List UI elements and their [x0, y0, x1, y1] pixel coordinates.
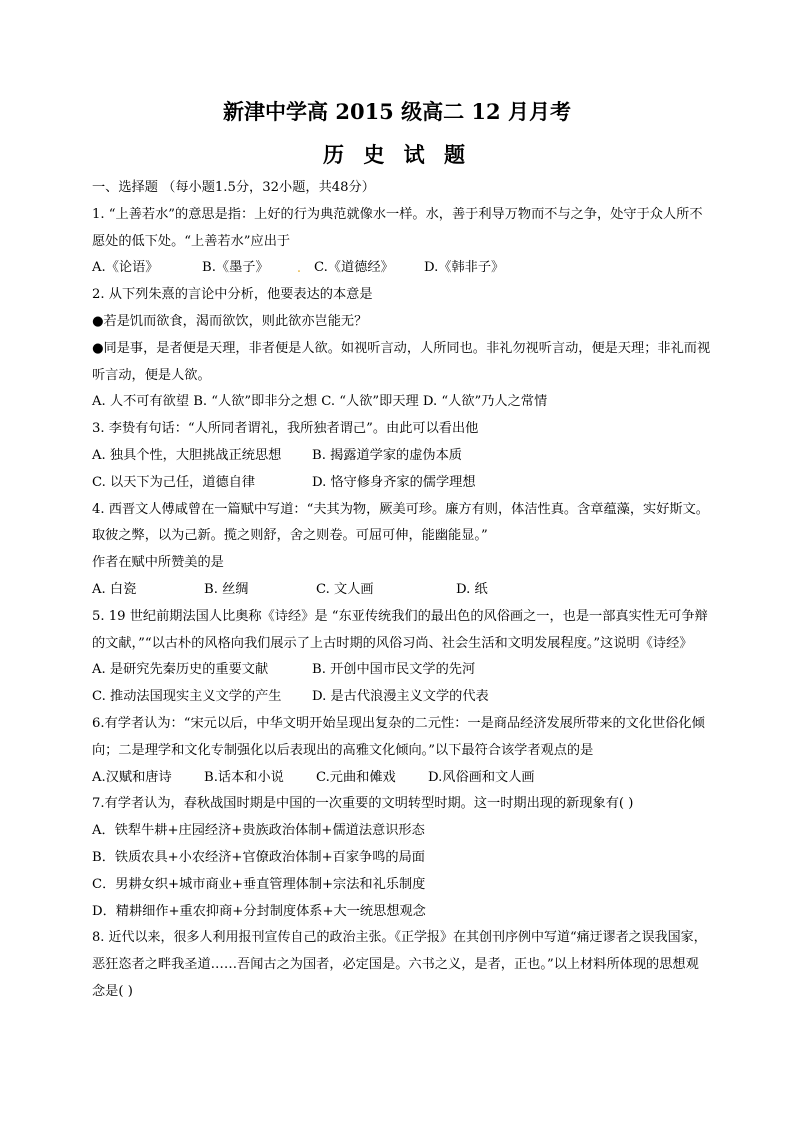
option-a: A．铁犁牛耕+庄园经济+贵族政治体制+儒道法意识形态 [92, 823, 425, 839]
question-4 [92, 497, 712, 604]
question-stem-line: 6.有学者认为：“宋元以后，中华文明开始呈现出复杂的二元性：一是商品经济发展所带来的文化世俗化倾 [92, 715, 705, 731]
option-a: A.汉赋和唐诗 [92, 769, 172, 785]
option-row [92, 255, 712, 282]
question-3 [92, 416, 712, 496]
option-row: A. 人不可有欲望 B. “人欲”即非分之想 C. “人欲”即天理 D. “人欲”乃人之常情 [92, 394, 548, 410]
option-d: D.《韩非子》 [424, 260, 505, 276]
option-d: D.风俗画和文人画 [428, 769, 535, 785]
question-8 [92, 925, 712, 1005]
exam-body [92, 175, 712, 1006]
question-stem-line: 4. 西晋文人傅咸曾在一篇赋中写道：“夫其为物，厥美可珍。廉方有则，体洁性真。含章蕴藻，实好斯文。 [92, 501, 709, 517]
option-row [92, 657, 712, 684]
option-d: D. 是古代浪漫主义文学的代表 [312, 689, 489, 705]
question-5 [92, 604, 712, 711]
option-a: A. 是研究先秦历史的重要文献 [92, 662, 269, 678]
option-d: D. 纸 [456, 581, 488, 597]
stray-mark-icon: . [296, 260, 302, 277]
question-stem-line: 8. 近代以来，很多人利用报刊宣传自己的政治主张。《正学报》在其创刊序例中写道“痛迂谬者之误我国家， [92, 930, 707, 946]
question-stem-line: 5. 19 世纪前期法国人比奥称《诗经》是 “东亚传统我们的最出色的风俗画之一，也是一部真实性无可争辩 [92, 608, 708, 624]
exam-subtitle: 历 史 试 题 [323, 142, 471, 167]
question-stem-line: 7.有学者认为，春秋战国时期是中国的一次重要的文明转型时期。这一时期出现的新现象有( ) [92, 796, 634, 812]
question-stem-line: 的文献，”“以古朴的风格向我们展示了上古时期的风俗习尚、社会生活和文明发展程度。”这说明《诗经》 [92, 635, 693, 651]
option-b: B.《墨子》 [202, 260, 269, 276]
option-c: C. 文人画 [316, 581, 374, 597]
question-stem-line: 向；二是理学和文化专制强化以后表现出的高雅文化倾向。”以下最符合该学者观点的是 [92, 742, 594, 758]
question-stem-line: 3. 李贽有句话：“人所同者谓礼，我所独者谓己”。由此可以看出他 [92, 421, 479, 437]
question-7 [92, 791, 712, 925]
option-a: A. 白瓷 [92, 581, 137, 597]
option-c: C.《道德经》 [314, 260, 394, 276]
question-stem-line: 2. 从下列朱熹的言论中分析，他要表达的本意是 [92, 287, 373, 303]
question-stem-line: 恶狂恣者之畔我圣道……吾闻古之为国者，必定国是。六书之义，是者，正也。”以上材料所体现的思想观 [92, 957, 699, 973]
option-c: C. 以天下为己任，道德自律 [92, 474, 256, 490]
option-row [92, 443, 712, 470]
option-b: B. 丝绸 [204, 581, 249, 597]
option-b: B. 揭露道学家的虚伪本质 [312, 447, 462, 463]
option-c: C．男耕女织+城市商业+垂直管理体制+宗法和礼乐制度 [92, 876, 426, 892]
question-stem-line: 听言动，便是人欲。 [92, 367, 211, 383]
question-stem-line: ●同是事，是者便是天理，非者便是人欲。如视听言动，人所同也。非礼勿视听言动，便是天理；非礼而视 [92, 340, 711, 356]
section-heading: 一、选择题 （每小题1.5分，32小题，共48分） [92, 180, 375, 195]
option-a: A. 独具个性，大胆挑战正统思想 [92, 447, 282, 463]
option-row [92, 470, 712, 497]
question-stem-line: 愿处的低下处。“上善若水”应出于 [92, 233, 291, 249]
question-6 [92, 711, 712, 791]
option-a: A.《论语》 [92, 260, 159, 276]
option-b: B. 开创中国市民文学的先河 [312, 662, 476, 678]
question-stem-line: 作者在赋中所赞美的是 [92, 555, 224, 571]
option-row [92, 577, 712, 604]
option-row [92, 765, 712, 792]
option-d: D．精耕细作+重农抑商+分封制度体系+大一统思想观念 [92, 903, 426, 919]
exam-title: 新津中学高 2015 级高二 12 月月考 [223, 99, 571, 124]
question-stem-line: 取彼之弊，以为己新。揽之则舒，舍之则卷。可屈可伸，能幽能显。” [92, 528, 488, 544]
option-d: D. 恪守修身齐家的儒学理想 [312, 474, 476, 490]
option-row [92, 684, 712, 711]
question-stem-line: 念是( ) [92, 983, 133, 999]
option-c: C.元曲和傩戏 [316, 769, 396, 785]
option-c: C. 推动法国现实主义文学的产生 [92, 689, 282, 705]
option-b: B.话本和小说 [204, 769, 284, 785]
option-b: B．铁质农具+小农经济+官僚政治体制+百家争鸣的局面 [92, 849, 425, 865]
question-stem-line: ●若是饥而欲食，渴而欲饮，则此欲亦岂能无？ [92, 313, 368, 329]
question-stem-line: 1. “上善若水”的意思是指：上好的行为典范就像水一样。水，善于利导万物而不与之争，处守于众人所不 [92, 206, 703, 222]
question-2 [92, 282, 712, 416]
question-1 [92, 202, 712, 282]
